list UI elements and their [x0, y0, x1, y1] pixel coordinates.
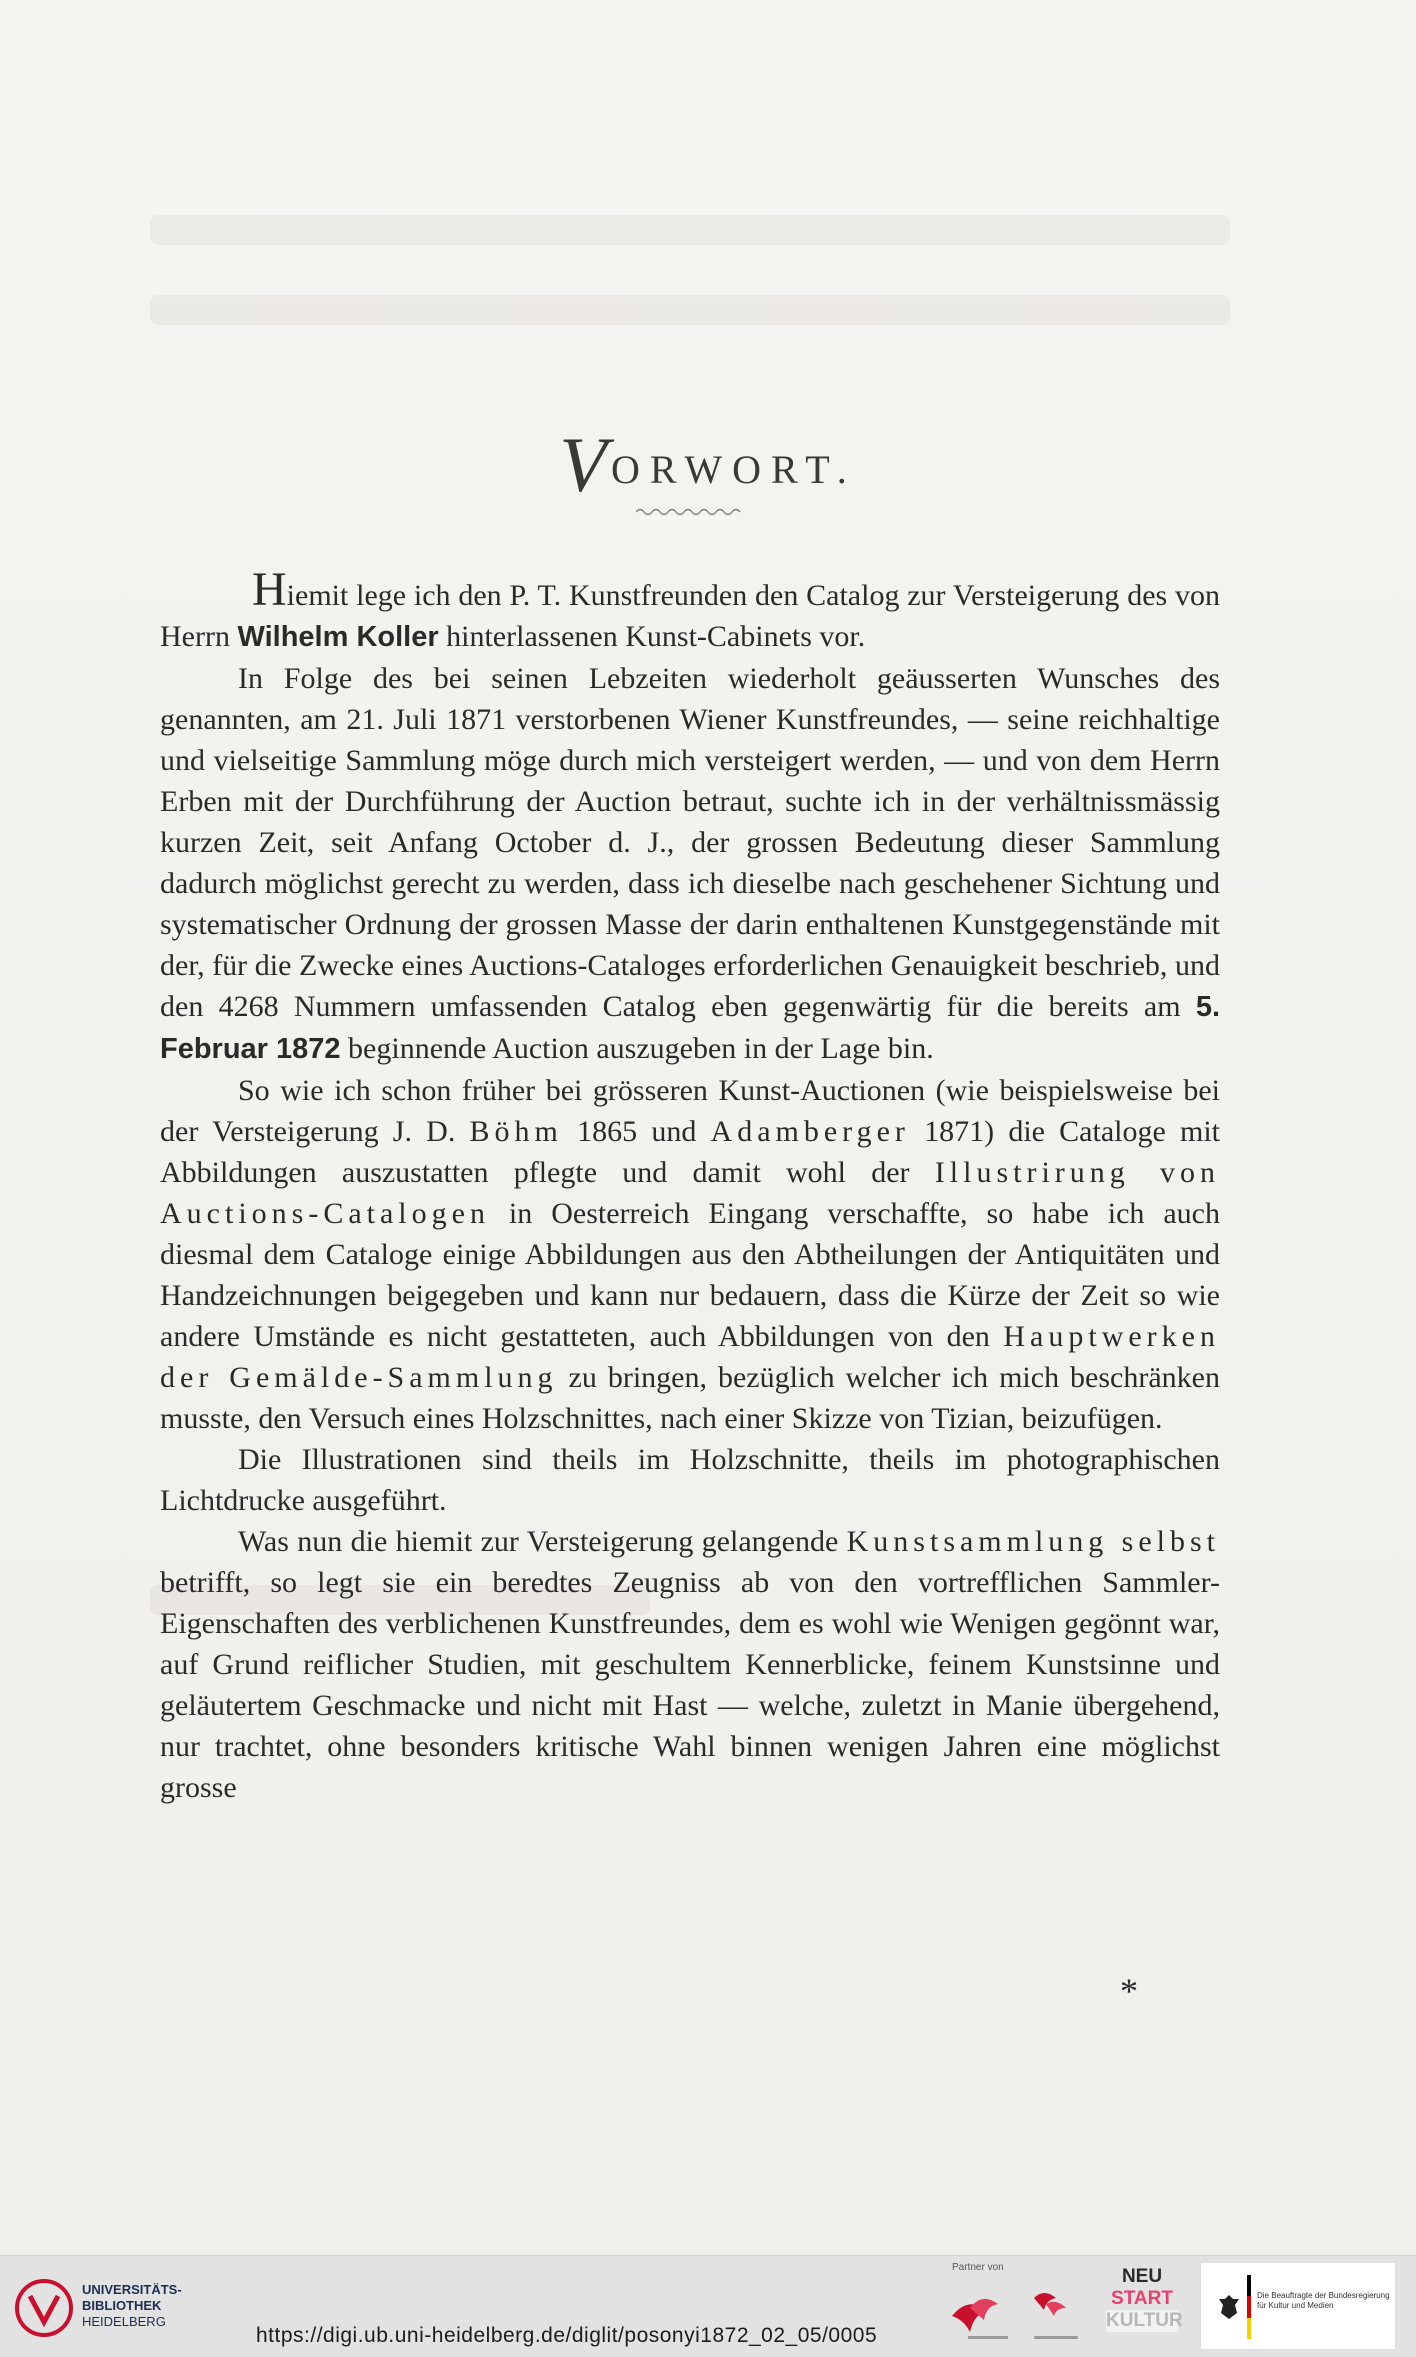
neustart-line: KULTUR	[1106, 2310, 1183, 2331]
collector-name: Wilhelm Koller	[237, 621, 439, 653]
neustart-line: START	[1111, 2288, 1173, 2309]
paragraph-text: zu bringen, bezüglich welcher ich mich beschränken musste, den Versuch eines Holzschnittes, nach einer Skizze von Tizian, beizufügen.	[160, 1361, 1220, 1435]
page-title	[0, 420, 1416, 510]
partner-label: Partner von	[952, 2262, 1004, 2273]
library-name[interactable]	[82, 2282, 182, 2330]
auction-date: 5. Februar 1872	[160, 991, 1220, 1065]
neustart-line: NEU	[1121, 2266, 1163, 2287]
paragraph-text: So wie ich schon früher bei grösseren Kunst-Auctionen (wie beispielsweise bei der Versteigerung J. D.	[160, 1074, 1220, 1148]
federal-government-culture-logo[interactable]	[1200, 2262, 1396, 2350]
signature-mark: *	[1120, 1971, 1138, 2011]
paragraph-text: beginnende Auction auszugeben in der Lage bin.	[340, 1032, 934, 1065]
paragraph-text: Was nun die hiemit zur Versteigerung gelangende	[238, 1525, 847, 1558]
library-line: UNIVERSITÄTS-	[82, 2282, 182, 2297]
paragraph	[160, 1439, 1220, 1521]
title-rest: ORWORT.	[610, 447, 857, 492]
spaced-phrase: Illustrirung von Auctions-Catalogen	[160, 1156, 1220, 1230]
paragraph-text: Die Illustrationen sind theils im Holzschnitte, theils im photographischen Lichtdrucke ausgeführt.	[160, 1443, 1220, 1517]
bleed-through-shadow	[150, 215, 1230, 245]
spaced-phrase: Hauptwerken der Gemälde-Sammlung	[160, 1320, 1220, 1394]
wavy-ornament-icon	[636, 505, 744, 519]
paragraph-text: in Oesterreich Eingang verschaffte, so habe ich auch diesmal dem Cataloge einige Abbildungen aus den Abtheilungen der Antiquitäten und Handzeichnungen beigegeben und kann nur bedauern, dass die Kürze der Zeit so wie andere Umstände es nicht gestatteten, auch Abbildungen von den	[160, 1197, 1220, 1353]
paragraph-text: iemit lege ich den P. T. Kunstfreunden den Catalog zur Versteigerung des von Herrn	[160, 579, 1220, 653]
foreword-text	[160, 563, 1221, 1808]
paragraph	[160, 563, 1220, 658]
partner-logos-icon[interactable]	[948, 2276, 1108, 2346]
paragraph-text: 1865 und	[562, 1115, 711, 1148]
library-line: BIBLIOTHEK	[82, 2298, 162, 2313]
paragraph-text: In Folge des bei seinen Lebzeiten wiederholt geäusserten Wunsches des genannten, am 21. Juli 1871 verstorbenen Wiener Kunstfreundes, — seine reichhaltige und vielseitige Sammlung möge durch mich versteigert werden, — und von dem Herrn Erben mit der Durchführung der Auction betraut, suchte ich in der verhältnissmässig kurzen Zeit, seit Anfang October d. J., der grossen Bedeutung dieser Sammlung dadurch möglichst gerecht zu werden, dass ich dieselbe nach geschehener Sichtung und systematischer Ordnung der grossen Masse der darin enthaltenen Kunstgegenstände mit der, für die Zwecke eines Auctions-Cataloges erforderlichen Genauigkeit beschrieb, und den 4268 Nummern umfassenden Catalog eben gegenwärtig für die bereits am	[160, 662, 1220, 1023]
permalink-url[interactable]: https://digi.ub.uni-heidelberg.de/diglit/posonyi1872_02_05/0005	[256, 2324, 878, 2347]
federal-commissioner-text: Die Beauftragte der Bundesregierung für Kultur und Medien	[1257, 2291, 1390, 2310]
paragraph-text: 1871) die Cataloge mit Abbildungen auszustatten pflegte und damit wohl der	[160, 1115, 1221, 1189]
big-initial: H	[252, 563, 287, 616]
title-initial: V	[559, 421, 611, 508]
library-line: HEIDELBERG	[82, 2314, 166, 2329]
spaced-name: Adamberger	[710, 1115, 910, 1148]
paragraph	[160, 1070, 1220, 1439]
paragraph	[160, 658, 1220, 1070]
spaced-phrase: Kunstsammlung selbst	[846, 1525, 1220, 1558]
paragraph-text: betrifft, so legt sie ein beredtes Zeugniss ab von den vortrefflichen Sammler-Eigenschaften des verblichenen Kunstfreundes, dem es wohl wie Wenigen gegönnt war, auf Grund reiflicher Studien, mit geschultem Kennerblicke, feinem Kunstsinne und geläutertem Geschmacke und nicht mit Hast — welche, zuletzt in Manie übergehend, nur trachtet, ohne besonders kritische Wahl binnen wenigen Jahren eine möglichst grosse	[160, 1566, 1220, 1804]
federal-eagle-icon	[1217, 2293, 1241, 2321]
university-library-logo-icon[interactable]	[14, 2278, 74, 2338]
paragraph	[160, 1521, 1220, 1808]
spaced-name: Böhm	[469, 1115, 563, 1148]
neustart-kultur-logo[interactable]	[1106, 2266, 1183, 2350]
german-flag-stripe-icon	[1247, 2275, 1251, 2339]
bleed-through-shadow	[150, 295, 1230, 325]
paragraph-text: hinterlassenen Kunst-Cabinets vor.	[438, 620, 866, 653]
